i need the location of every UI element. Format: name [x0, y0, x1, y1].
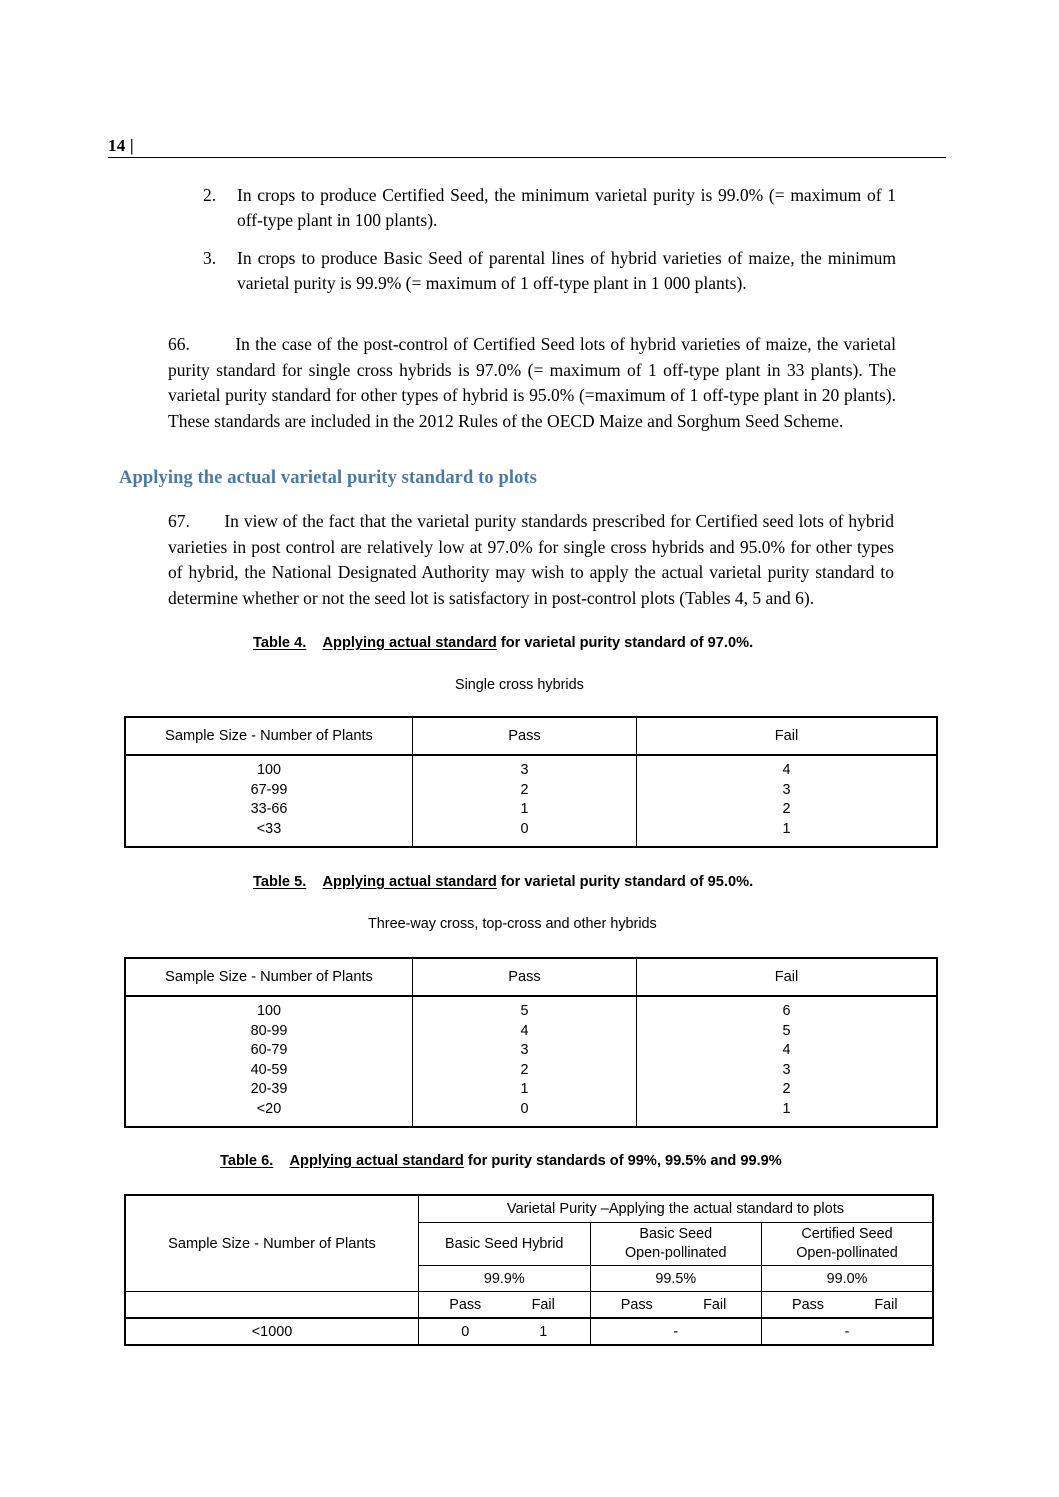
table-6-group-2-title — [590, 1223, 762, 1266]
table-6-data-sample: <1000 — [125, 1318, 419, 1345]
table-cell-value: 1 — [520, 1081, 529, 1097]
table-cell-value: 20-39 — [250, 1081, 288, 1097]
list-item-marker: 2. — [203, 185, 217, 205]
table-6-caption-emphasis: Applying actual standard — [289, 1153, 464, 1169]
table-6-group-1-pass-label: Pass — [449, 1296, 482, 1313]
table-row-passfail-labels — [125, 1292, 933, 1319]
table-5-header-fail: Fail — [637, 958, 938, 996]
table-6-group-1-passfail — [419, 1292, 591, 1319]
table-cell-value: 1 — [782, 820, 791, 837]
table-4-caption-emphasis: Applying actual standard — [322, 635, 497, 651]
table-cell-value: 4 — [782, 762, 791, 778]
table-cell-value: 0 — [520, 820, 529, 837]
page-header — [108, 136, 946, 158]
table-6-group-1-percent: 99.9% — [419, 1266, 591, 1292]
table-cell-value: 2 — [520, 781, 529, 798]
page-header-rule — [108, 136, 946, 158]
table-6-group-2-percent: 99.5% — [590, 1266, 762, 1292]
table-6-span-title: Varietal Purity –Applying the actual standard to plots — [419, 1195, 934, 1223]
list-item-marker: 3. — [203, 248, 217, 268]
table-6-group-2-pass-label: Pass — [620, 1296, 653, 1313]
table-6-caption-rest: for purity standards of 99%, 99.5% and 99.9% — [463, 1153, 782, 1169]
table-6-group-3-passfail — [762, 1292, 934, 1319]
table-cell-value: 100 — [256, 762, 281, 778]
table-row — [125, 996, 937, 1127]
table-6-group-1-title — [419, 1223, 591, 1266]
table-5-fail-column — [637, 996, 938, 1127]
table-4-fail-column — [637, 755, 938, 847]
numbered-list — [203, 183, 896, 309]
table-cell-value: 4 — [782, 1042, 791, 1058]
paragraph-66 — [168, 332, 896, 434]
table-6-data-group-1-pass: 0 — [461, 1323, 470, 1340]
table-6-caption-label: Table 6. — [220, 1153, 274, 1169]
table-cell-value: 0 — [520, 1100, 529, 1117]
table-cell-value: 60-79 — [250, 1042, 288, 1058]
table-cell-value: 3 — [782, 1061, 791, 1078]
table-6-group-2-passfail — [590, 1292, 762, 1319]
table-5-header-sample: Sample Size - Number of Plants — [125, 958, 413, 996]
table-cell-value: 1 — [782, 1100, 791, 1117]
table-6-data-group-3: - — [762, 1318, 934, 1345]
section-heading: Applying the actual varietal purity standard to plots — [119, 468, 537, 488]
table-6-label-header: Sample Size - Number of Plants — [125, 1195, 419, 1292]
table-5-caption — [253, 873, 753, 891]
table-cell-value: 3 — [520, 762, 529, 778]
table-cell-value: 2 — [782, 1081, 791, 1097]
table-cell-value: 6 — [782, 1003, 791, 1019]
table-6-group-title-line: Basic Seed — [639, 1226, 713, 1242]
table-row — [125, 1318, 933, 1345]
table-cell-value: 3 — [782, 781, 791, 798]
table-6-group-title-line: Open-pollinated — [796, 1245, 898, 1261]
table-cell-value: 100 — [256, 1003, 281, 1019]
underlined-term: hybrid — [630, 334, 676, 354]
table-cell-value: 3 — [520, 1042, 529, 1058]
table-5-caption-label: Table 5. — [253, 874, 307, 890]
table-6-group-3-title — [762, 1223, 934, 1266]
underlined-term: hybrid — [462, 385, 509, 405]
table-5-pass-column — [413, 996, 637, 1127]
table-4-header-fail: Fail — [637, 717, 938, 755]
paragraph-67-number: 67. — [168, 511, 190, 531]
underlined-term: hybrid — [610, 248, 657, 268]
table-cell-value: 1 — [520, 801, 529, 817]
table-6-data-group-1-fail: 1 — [539, 1323, 548, 1340]
list-item-text: In crops to produce Certified Seed, the minimum varietal purity is 99.0% (= maximum of 1 off-type plant in 100 plants). — [237, 185, 896, 230]
table-cell-value: 33-66 — [250, 801, 288, 817]
table-4 — [124, 716, 938, 848]
table-6-empty-label-cell — [125, 1292, 419, 1319]
table-cell-value: 2 — [782, 801, 791, 817]
table-6-data-group-2: - — [590, 1318, 762, 1345]
table-5-subtitle: Three-way cross, top-cross and other hybrids — [368, 916, 657, 932]
table-6-group-title-line: Open-pollinated — [624, 1245, 727, 1261]
list-item — [203, 246, 896, 296]
table-row-header — [125, 958, 937, 996]
table-4-caption-rest: for varietal purity standard of 97.0%. — [496, 635, 754, 651]
table-row-header — [125, 717, 937, 755]
table-4-header-sample: Sample Size - Number of Plants — [125, 717, 413, 755]
table-6-group-2-fail-label: Fail — [703, 1296, 727, 1313]
table-cell-value: 5 — [782, 1022, 791, 1039]
table-6-group-1-fail-label: Fail — [531, 1296, 555, 1313]
table-cell-value: 40-59 — [250, 1061, 288, 1078]
table-row — [125, 755, 937, 847]
table-cell-value: <20 — [256, 1100, 282, 1117]
paragraph-67-text: In view of the fact that the varietal purity standards prescribed for Certified seed lots of hybrid varieties in post control are relatively low at 97.0% for single cross hybrids and 95.0% for other types of hybrid, the National Designated Authority may wish to apply the actual varietal purity standard to determine whether or not the seed lot is satisfactory in post-control plots (Tables 4, 5 and 6). — [168, 511, 895, 608]
table-row-span-title — [125, 1195, 933, 1223]
table-6-group-3-percent: 99.0% — [762, 1266, 934, 1292]
paragraph-66-text: In the case of the post-control of Certified Seed lots of hybrid varieties of maize, the varietal purity standard for single cross hybrids is 97.0% (= maximum of 1 off-type plant in 33 plants). The varietal purity standard for other types of hybrid is 95.0% (=maximum of 1 off-type plant in 20 plants). These standards are included in the 2012 Rules of the OECD Maize and Sorghum Seed Scheme. — [168, 334, 896, 431]
table-4-subtitle: Single cross hybrids — [455, 677, 584, 693]
table-6-caption — [220, 1152, 782, 1170]
table-6-group-title-line: Certified Seed — [801, 1226, 893, 1242]
paragraph-66-number: 66. — [168, 334, 190, 354]
table-cell-value: 4 — [520, 1022, 529, 1039]
table-5-sample-column — [125, 996, 413, 1127]
table-4-pass-column — [413, 755, 637, 847]
table-6-group-title-line: Basic Seed Hybrid — [445, 1235, 564, 1252]
table-cell-value: 5 — [520, 1003, 529, 1019]
table-5 — [124, 957, 938, 1128]
list-item-text: In crops to produce Basic Seed of parental lines of hybrid varieties of maize, the minimum varietal purity is 99.9% (= maximum of 1 off-type plant in 1 000 plants). — [237, 248, 896, 293]
table-cell-value: <33 — [256, 820, 282, 837]
table-4-caption — [253, 634, 753, 652]
table-5-caption-rest: for varietal purity standard of 95.0%. — [496, 874, 754, 890]
page-number: 14 | — [108, 136, 134, 155]
table-cell-value: 2 — [520, 1061, 529, 1078]
table-5-header-pass: Pass — [413, 958, 637, 996]
table-6-group-3-fail-label: Fail — [874, 1296, 898, 1313]
paragraph-67 — [168, 509, 894, 611]
table-6-data-group-1 — [419, 1318, 591, 1345]
table-5-caption-emphasis: Applying actual standard — [322, 874, 497, 890]
table-4-header-pass: Pass — [413, 717, 637, 755]
table-6-group-3-pass-label: Pass — [792, 1296, 824, 1313]
table-4-sample-column — [125, 755, 413, 847]
list-item — [203, 183, 896, 233]
table-6 — [124, 1194, 934, 1346]
table-4-caption-label: Table 4. — [253, 635, 307, 651]
table-cell-value: 67-99 — [250, 781, 288, 798]
table-cell-value: 80-99 — [250, 1022, 288, 1039]
